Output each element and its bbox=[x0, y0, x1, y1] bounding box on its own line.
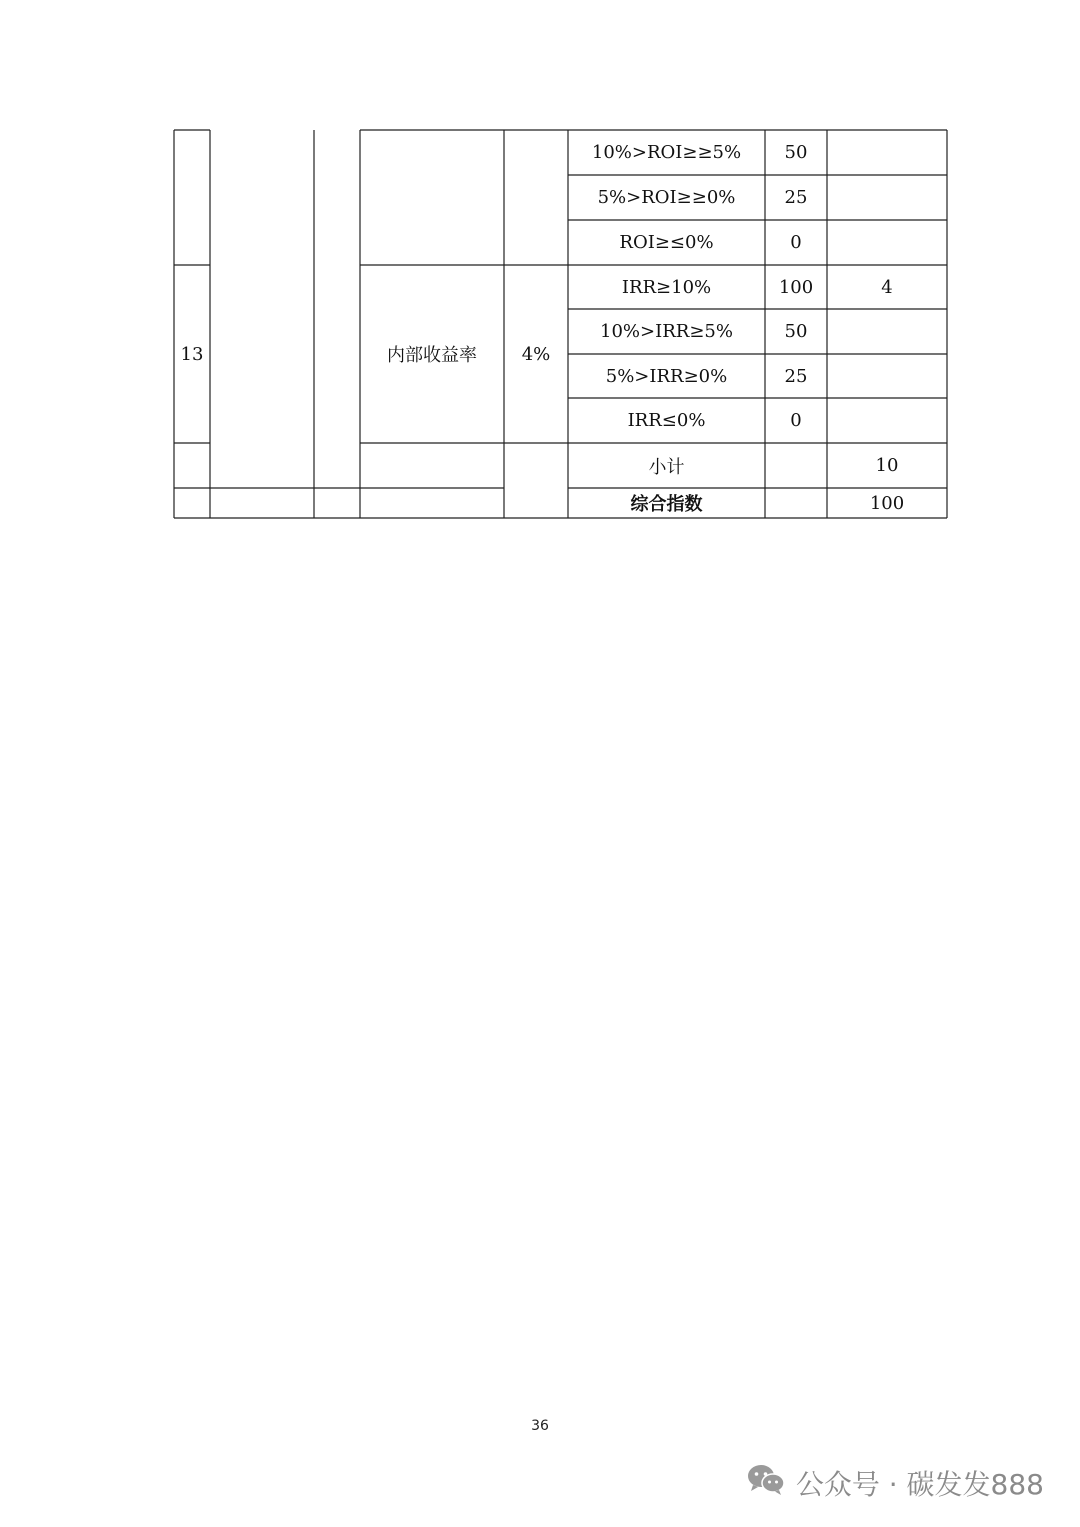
roi-criterion-3: ROI≥≤0% bbox=[619, 232, 714, 253]
wechat-icon bbox=[746, 1462, 786, 1503]
irr-criterion-3: 5%>IRR≥0% bbox=[605, 365, 728, 387]
roi-score-3: 0 bbox=[790, 232, 802, 253]
irr-value-1: 4 bbox=[881, 276, 893, 298]
watermark bbox=[746, 1462, 1044, 1503]
irr-criterion-4: IRR≤0% bbox=[627, 410, 706, 431]
irr-criterion-2: 10%>IRR≥5% bbox=[600, 321, 733, 342]
irr-score-2: 50 bbox=[784, 321, 808, 342]
indicator-name: 内部收益率 bbox=[387, 345, 477, 366]
roi-score-1: 50 bbox=[784, 142, 808, 163]
page-number: 36 bbox=[531, 1418, 549, 1434]
roi-criterion-2: 5%>ROI≥≥0% bbox=[597, 187, 736, 208]
irr-score-4: 0 bbox=[790, 410, 802, 431]
total-value: 100 bbox=[869, 492, 905, 514]
indicator-weight: 4% bbox=[521, 343, 551, 365]
row-number: 13 bbox=[180, 343, 204, 365]
total-label: 综合指数 bbox=[630, 494, 703, 515]
irr-score-1: 100 bbox=[778, 276, 814, 298]
roi-score-2: 25 bbox=[784, 187, 808, 208]
irr-score-3: 25 bbox=[784, 365, 808, 387]
subtotal-label: 小计 bbox=[648, 456, 685, 478]
watermark-text: 公众号 · 碳发发888 bbox=[795, 1467, 1044, 1501]
roi-criterion-1: 10%>ROI≥≥5% bbox=[591, 142, 742, 163]
irr-criterion-1: IRR≥10% bbox=[621, 276, 712, 298]
subtotal-value: 10 bbox=[875, 455, 899, 476]
